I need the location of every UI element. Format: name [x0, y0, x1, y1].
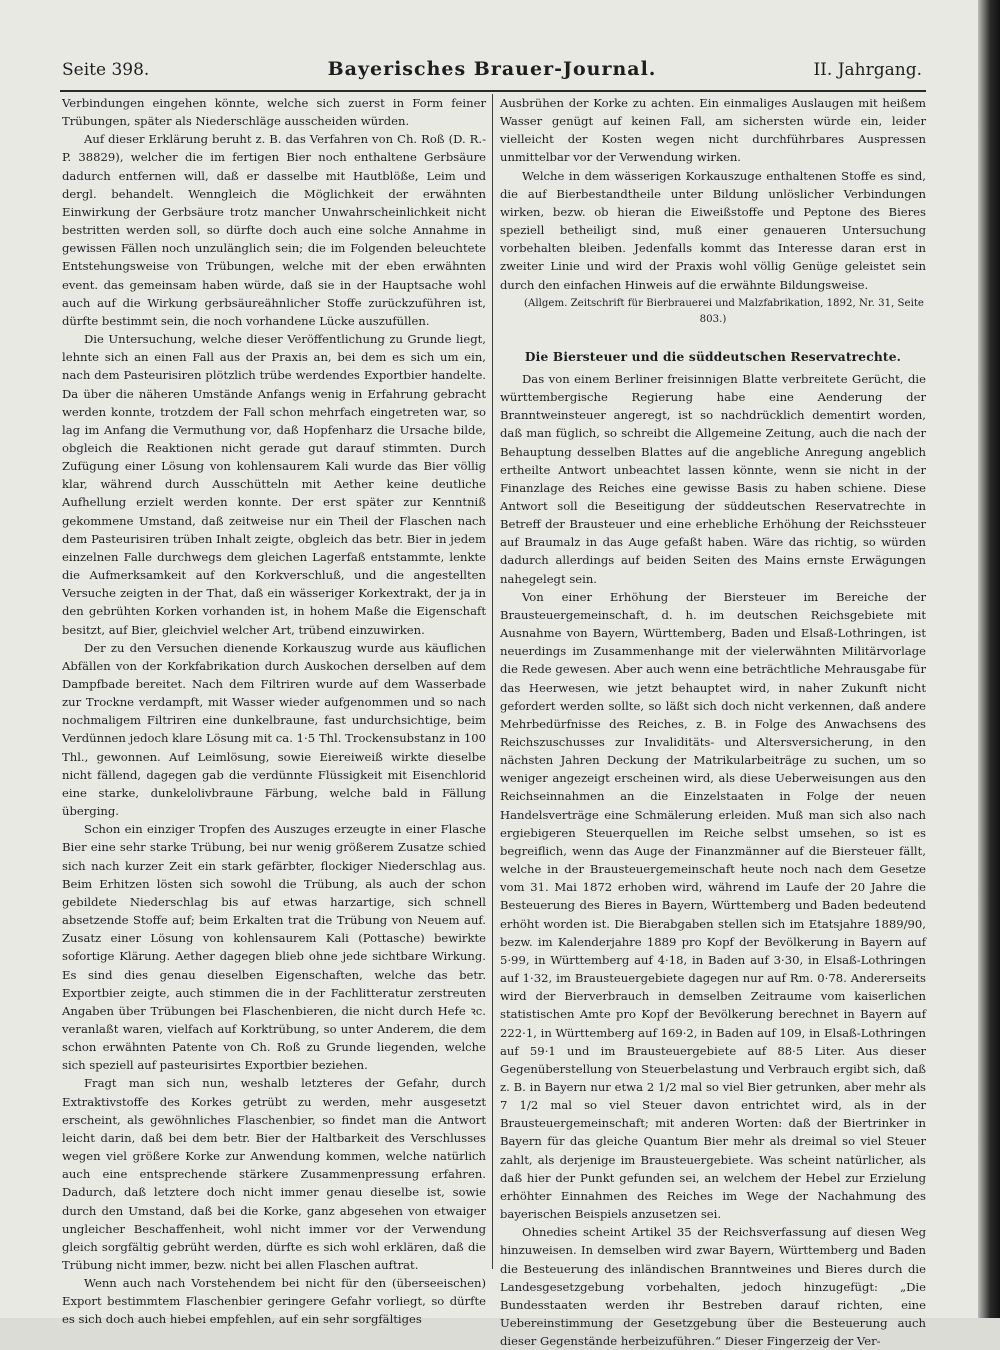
paragraph: Fragt man sich nun, weshalb letzteres der Gefahr, durch Extraktivstoffe des Korkes getrübt zu werden, mehr ausgesetzt erscheint, als gewöhnliches Flaschenbier, so findet man die Antwort leicht darin, daß bei dem betr. Bier der Haltbarkeit des Verschlusses wegen viel größere Korke zur Anwendung kommen, welche natürlich auch eine entsprechende stärkere Zusammenpressung erfahren. Dadurch, daß letztere doch nicht immer genau dieselbe ist, sowie durch den Umstand, daß bei die Korke, ganz abgesehen von etwaiger ungleicher Beschaffenheit, wohl nicht immer vor der Verwendung gleich sorgfältig gebrüht werden, dürfte es sich wohl erklären, daß die Trübung nicht immer, bezw. nicht bei allen Flaschen auftrat. [62, 1076, 486, 1272]
header-rule [60, 90, 926, 92]
paragraph: Welche in dem wässerigen Korkauszuge enthaltenen Stoffe es sind, die auf Bierbestandtheile unter Bildung unlöslicher Verbindungen wirken, bezw. ob hieran die Eiweißstoffe und Peptone des Bieres speziell betheiligt sind, muß einer genaueren Untersuchung vorbehalten bleiben. Jedenfalls kommt das Interesse daran erst in zweiter Linie und wird der Praxis wohl völlig Genüge geleistet sein durch den einfachen Hinweis auf die erwähnte Bildungsweise. [500, 168, 926, 292]
paragraph: Das von einem Berliner freisinnigen Blatte verbreitete Gerücht, die württembergische Regierung habe eine Aenderung der Branntweinsteuer angeregt, ist so nachdrücklich dementirt worden, daß man füglich, so schreibt die Allgemeine Zeitung, auch die nach der Behauptung desselben Blattes auf die angebliche Anregung angeblich ertheilte Antwort unbeachtet lassen könnte, wenn sie nicht in der Finanzlage des Reiches eine gewisse Basis zu haben schiene. Diese Antwort soll die Beseitigung der süddeutschen Reservatrechte in Betreff der Brausteuer und eine erhebliche Erhöhung der Reichssteuer auf Braumalz in das Auge gefaßt haben. Wäre das richtig, so würden dadurch allerdings auf beiden Seiten des Mains ernste Erwägungen nahegelegt sein. [500, 371, 926, 586]
paragraph: Die Untersuchung, welche dieser Veröffentlichung zu Grunde liegt, lehnte sich an einen Fall aus der Praxis an, bei dem es sich um ein, nach dem Pasteurisiren plötzlich trübe werdendes Exportbier handelte. Da über die näheren Umstände Anfangs wenig in Erfahrung gebracht werden konnte, trotzdem der Fall schon mehrfach eingetreten war, so lag im Anfang die Vermuthung vor, daß Hopfenharz die Ursache bilde, obgleich die Reaktionen nicht gerade gut darauf stimmten. Durch Zufügung einer Lösung von kohlensaurem Kali wurde das Bier völlig klar, während durch Ausschütteln mit Aether keine deutliche Aufhellung erzielt werden konnte. Der erst später zur Kenntniß gekommene Umstand, daß zeitweise nur ein Theil der Flaschen nach dem Pasteurisiren trüben Inhalt zeigte, obgleich das betr. Bier in jedem einzelnen Falle durchwegs dem gleichen Lagerfaß entstammte, lenkte die Aufmerksamkeit auf den Korkverschluß, und die angestellten Versuche zeigten in der That, daß ein wässeriger Korkextrakt, der ja in den gebrühten Korken vorhanden ist, in hohem Maße die Eigenschaft besitzt, auf Bier, gleichviel welcher Art, trübend einzuwirken. [62, 332, 486, 637]
section-title: Die Biersteuer und die süddeutschen Reservatrechte. [524, 349, 902, 364]
left-column [62, 94, 486, 1327]
paragraph: Wenn auch nach Vorstehendem bei nicht für den (überseeischen) Export bestimmtem Flaschenbier geringere Gefahr vorliegt, so dürfte es sich doch auch hiebei empfehlen, auf ein sehr sorgfältiges [62, 1276, 486, 1327]
page-header [62, 58, 922, 86]
source-citation: (Allgem. Zeitschrift für Bierbrauerei und Malzfabrikation, 1892, Nr. 31, Seite 803.) [524, 297, 924, 325]
page-number: Seite 398. [62, 60, 150, 80]
volume-label: II. Jahrgang. [813, 60, 922, 80]
paragraph: Von einer Erhöhung der Biersteuer im Bereiche der Brausteuergemeinschaft, d. h. im deutschen Reichsgebiete mit Ausnahme von Bayern, Württemberg, Baden und Elsaß-Lothringen, ist neuerdings im Zusammenhange mit der vielerwähnten Militärvorlage die Rede gewesen. Aber auch wenn eine beträchtliche Mehrausgabe für das Heerwesen, wie jetzt behauptet wird, in naher Zukunft nicht gefordert werden sollte, so läßt sich doch nicht verkennen, daß andere Mehrbedürfnisse des Reiches, z. B. in Folge des Anwachsens des Reichszuschusses zur Invaliditäts- und Altersversicherung, in den nächsten Jahren Deckung der Matrikularbeiträge zu suchen, um so weniger angezeigt erscheinen wird, als diese Ueberweisungen aus den Reichseinnahmen an die Einzelstaaten in Folge der neuen Handelsverträge eine Schmälerung erleiden. Muß man sich also nach ergiebigeren Steuerquellen im Reiche selbst umsehen, so ist es begreiflich, wenn das Auge der Finanzmänner auf die Biersteuer fällt, welche in der Brausteuergemeinschaft heute noch nach dem Gesetze vom 31. Mai 1872 erhoben wird, während im Laufe der 20 Jahre die Besteuerung des Bieres in Bayern, Württemberg und Baden bedeutend erhöht worden ist. Die Bierabgaben stellen sich im Etatsjahre 1889/90, bezw. im Kalenderjahre 1889 pro Kopf der Bevölkerung in Bayern auf 5·99, in Württemberg auf 4·18, in Baden auf 3·30, in Elsaß-Lothringen auf 1·32, im Brausteuergebiete dagegen nur auf Rm. 0·78. Andererseits wird der Bierverbrauch in demselben Zeitraume vom kaiserlichen statistischen Amte pro Kopf der Bevölkerung berechnet in Bayern auf 222·1, in Württemberg auf 169·2, in Baden auf 109, in Elsaß-Lothringen auf 59·1 und im Brausteuergebiete auf 88·5 Liter. Aus dieser Gegenüberstellung von Steuerbelastung und Verbrauch ergibt sich, daß z. B. in Bayern nur etwa 2 1/2 mal so viel Bier getrunken, aber mehr als 7 1/2 mal so viel Steuer davon entrichtet wird, als in der Brausteuergemeinschaft; mit anderen Worten: daß der Biertrinker in Bayern für das gleiche Quantum Bier mehr als dreimal so viel Steuer zahlt, als derjenige im Brausteuergebiete. Was scheint natürlicher, als daß hier der Punkt gefunden sei, an welchem der Hebel zur Erzielung erhöhter Einnahmen des Reiches im Wege der Nachahmung des bayerischen Beispiels anzusetzen sei. [500, 589, 926, 1222]
paragraph: Auf dieser Erklärung beruht z. B. das Verfahren von Ch. Roß (D. R.-P. 38829), welcher die im fertigen Bier noch enthaltene Gerbsäure dadurch entfernen will, daß er dasselbe mit Hautblöße, Leim und dergl. behandelt. Wenngleich die Möglichkeit der erwähnten Einwirkung der Gerbsäure trotz mancher Unwahrscheinlichkeit nicht bestritten werden soll, so dürfte doch auch eine solche Annahme in gewissen Fällen noch unzulänglich sein; die im Folgenden beleuchtete Entstehungsweise von Trübungen, welche mit der eben erwähnten event. das gemeinsam haben würde, daß sie in der Hauptsache wohl auch auf die Wirkung gerbsäureähnlicher Stoffe zurückzuführen ist, dürfte bestimmt sein, die noch vorhandene Lücke auszufüllen. [62, 132, 486, 328]
paragraph: Verbindungen eingehen könnte, welche sich zuerst in Form feiner Trübungen, später als Niederschläge ausscheiden würden. [62, 96, 486, 129]
paragraph: Ohnedies scheint Artikel 35 der Reichsverfassung auf diesen Weg hinzuweisen. In demselben wird zwar Bayern, Württemberg und Baden die Besteuerung des inländischen Branntweines und Bieres durch die Landesgesetzgebung vorbehalten, jedoch hinzugefügt: „Die Bundesstaaten werden ihr Bestreben darauf richten, eine Uebereinstimmung der Gesetzgebung über die Besteuerung auch dieser Gegenstände herbeizuführen.“ Dieser Fingerzeig der Ver- [500, 1225, 926, 1349]
paragraph: Schon ein einziger Tropfen des Auszuges erzeugte in einer Flasche Bier eine sehr starke Trübung, bei nur wenig größerem Zusatze schied sich nach kurzer Zeit ein stark gefärbter, flockiger Niederschlag aus. Beim Erhitzen lösten sich sowohl die Trübung, als auch der schon gebildete Niederschlag bis auf etwas harzartige, sich schnell absetzende Stoffe auf; beim Erkalten trat die Trübung von Neuem auf. Zusatz einer Lösung von kohlensaurem Kali (Pottasche) bewirkte sofortige Klärung. Aether dagegen blieb ohne jede sichtbare Wirkung. Es sind dies genau dieselben Eigenschaften, welche das betr. Exportbier zeigte, auch stimmen die in der Fachlitteratur zerstreuten Angaben über Trübungen bei Flaschenbieren, die nicht durch Hefe ꝛc. veranlaßt waren, vielfach auf Korktrübung, so unter Anderem, die dem schon erwähnten Patente von Ch. Roß zu Grunde liegenden, welche sich speziell auf pasteurisirtes Exportbier beziehen. [62, 822, 486, 1073]
paragraph: Der zu den Versuchen dienende Korkauszug wurde aus käuflichen Abfällen von der Korkfabrikation durch Auskochen derselben auf dem Dampfbade bereitet. Nach dem Filtriren wurde auf dem Wasserbade zur Trockne verdampft, mit Wasser wieder aufgenommen und so nach nochmaligem Filtriren eine dunkelbraune, fast undurchsichtige, beim Verdünnen jedoch klare Lösung mit ca. 1·5 Thl. Trockensubstanz in 100 Thl., gewonnen. Auf Leimlösung, sowie Eiereiweiß wirkte dieselbe nicht fällend, dagegen gab die verdünnte Flüssigkeit mit Eisenchlorid eine starke, dunkelolivbraune Färbung, welche bald in Fällung überging. [62, 640, 486, 819]
paragraph: Ausbrühen der Korke zu achten. Ein einmaliges Auslaugen mit heißem Wasser genügt auf keinen Fall, am sichersten würde ein, leider vielleicht der Kosten wegen nicht durchführbares Auspressen unmittelbar vor der Verwendung wirken. [500, 96, 926, 165]
scan-edge-shadow [978, 0, 1000, 1318]
right-column [500, 94, 926, 1349]
journal-title: Bayerisches Brauer-Journal. [327, 58, 657, 80]
column-divider [492, 94, 493, 1269]
